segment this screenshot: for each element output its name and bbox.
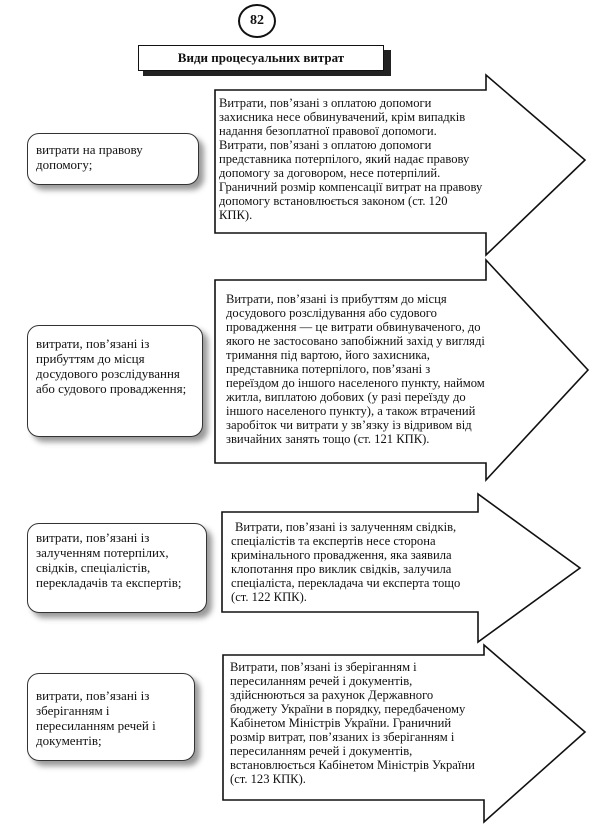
page-number: 82: [238, 4, 276, 38]
arrow-text-1: Витрати, пов’язані з оплатою допомоги захисника несе обвинувачений, крім випадків надання безоплатної правової допомоги. Витрати, пов’язані з оплатою допомоги представника потерпілого, який надає правову допомогу за договором, несе потерпілий. Граничний розмір компенсації витрат на правову допомогу встановлюється законом (ст. 120 КПК).: [219, 96, 483, 222]
arrow-text-4: Витрати, пов’язані із зберіганням і пересиланням речей і документів, здійснюються за рахунок Державного бюджету України в порядку, передбаченому Кабінетом Міністрів України. Граничний розмір витрат, пов’язаних із зберіганням і пересиланням речей і документів, встановлюється Кабінетом Міністрів України (ст. 123 КПК).: [230, 660, 475, 786]
left-box-1: витрати на правову допомогу;: [27, 133, 199, 185]
left-box-4: витрати, пов’язані із зберіганням і пересиланням речей і документів;: [27, 673, 195, 761]
arrow-text-3: Витрати, пов’язані із залученням свідків, спеціалістів та експертів несе сторона кримінального провадження, яка заявила клопотання про виклик свідків, залучила спеціаліста, перекладача чи експерта тощо (ст. 122 КПК).: [231, 520, 461, 604]
diagram-title: Види процесуальних витрат: [138, 45, 384, 71]
left-box-2: витрати, пов’язані із прибуттям до місця досудового розслідування або судового провадження;: [27, 325, 203, 437]
left-box-3: витрати, пов’язані із залученням потерпілих, свідків, спеціалістів, перекладачів та експертів;: [27, 523, 207, 613]
arrow-text-2: Витрати, пов’язані із прибуттям до місця досудового розслідування або судового провадження — це витрати обвинуваченого, до якого не застосовано запобіжний захід у вигляді тримання під вартою, його захисника, представника потерпілого, пов’язані з переїздом до іншого населеного пункту, наймом житла, виплатою добових (у разі переїзду до іншого населеного пункту), а також втрачений заробіток чи витрати у зв’язку із відривом від звичайних занять тощо (ст. 121 КПК).: [226, 292, 485, 446]
